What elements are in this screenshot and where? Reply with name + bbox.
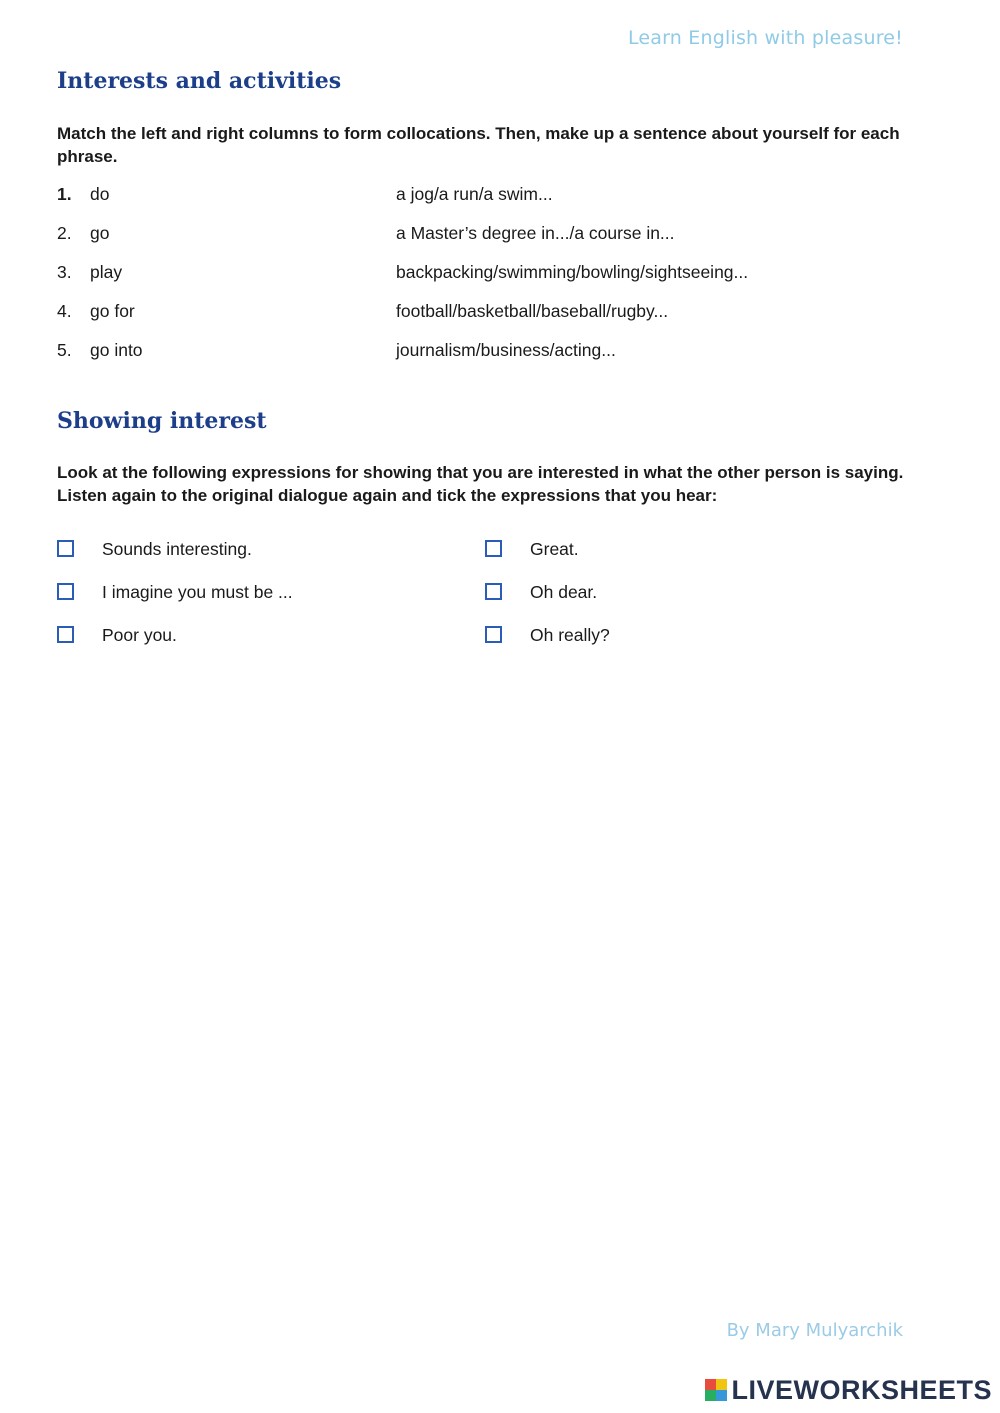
section-instructions-tick: Look at the following expressions for showing that you are interested in what the other person is saying. Listen again to the original dialogue again and tick the expressions that you hear:	[57, 463, 904, 505]
tick-checkbox[interactable]	[57, 583, 74, 600]
header-tagline: Learn English with pleasure!	[627, 27, 903, 49]
tick-checkbox[interactable]	[485, 626, 502, 643]
expression-label: Poor you.	[102, 625, 177, 645]
expression-label: Oh really?	[530, 625, 610, 645]
logo-square	[705, 1379, 716, 1390]
author-credit: By Mary Mulyarchik	[726, 1320, 903, 1341]
tick-checkbox[interactable]	[485, 583, 502, 600]
row-number: 4.	[57, 301, 72, 321]
liveworksheets-logo-text: LIVEWORKSHEETS	[731, 1374, 992, 1405]
row-object: journalism/business/acting...	[396, 340, 616, 360]
section-instructions-match: Match the left and right columns to form collocations. Then, make up a sentence about yourself for each phrase.	[57, 124, 900, 166]
logo-square	[705, 1390, 716, 1401]
expression-item	[57, 625, 437, 653]
expression-label: Oh dear.	[530, 582, 598, 602]
collocation-row	[57, 301, 907, 327]
row-verb: go for	[90, 301, 135, 321]
collocation-row	[57, 262, 907, 288]
expression-item	[485, 539, 865, 567]
row-verb: do	[90, 184, 110, 204]
row-object: football/basketball/baseball/rugby...	[396, 301, 669, 321]
row-verb: play	[90, 262, 123, 282]
expression-label: Sounds interesting.	[102, 539, 252, 559]
row-verb: go into	[90, 340, 143, 360]
row-number: 5.	[57, 340, 72, 360]
expression-item	[57, 582, 437, 610]
row-number: 1.	[57, 184, 72, 204]
collocation-row	[57, 184, 907, 210]
row-object: a jog/a run/a swim...	[396, 184, 553, 204]
row-object: backpacking/swimming/bowling/sightseeing...	[396, 262, 749, 282]
section-title-interests: Interests and activities	[57, 68, 342, 94]
tick-checkbox[interactable]	[485, 540, 502, 557]
collocation-row	[57, 223, 907, 249]
expression-label: I imagine you must be ...	[102, 582, 293, 602]
tick-checkbox[interactable]	[57, 540, 74, 557]
liveworksheets-logo[interactable]	[705, 1375, 992, 1405]
tick-checkbox[interactable]	[57, 626, 74, 643]
row-verb: go	[90, 223, 110, 243]
expression-item	[57, 539, 437, 567]
row-object: a Master’s degree in.../a course in...	[396, 223, 675, 243]
row-number: 2.	[57, 223, 72, 243]
liveworksheets-logo-icon	[705, 1379, 727, 1401]
collocation-row	[57, 340, 907, 366]
expression-label: Great.	[530, 539, 579, 559]
expression-item	[485, 625, 865, 653]
section-title-showing-interest: Showing interest	[57, 408, 267, 434]
logo-square	[716, 1379, 727, 1390]
row-number: 3.	[57, 262, 72, 282]
logo-square	[716, 1390, 727, 1401]
expression-item	[485, 582, 865, 610]
